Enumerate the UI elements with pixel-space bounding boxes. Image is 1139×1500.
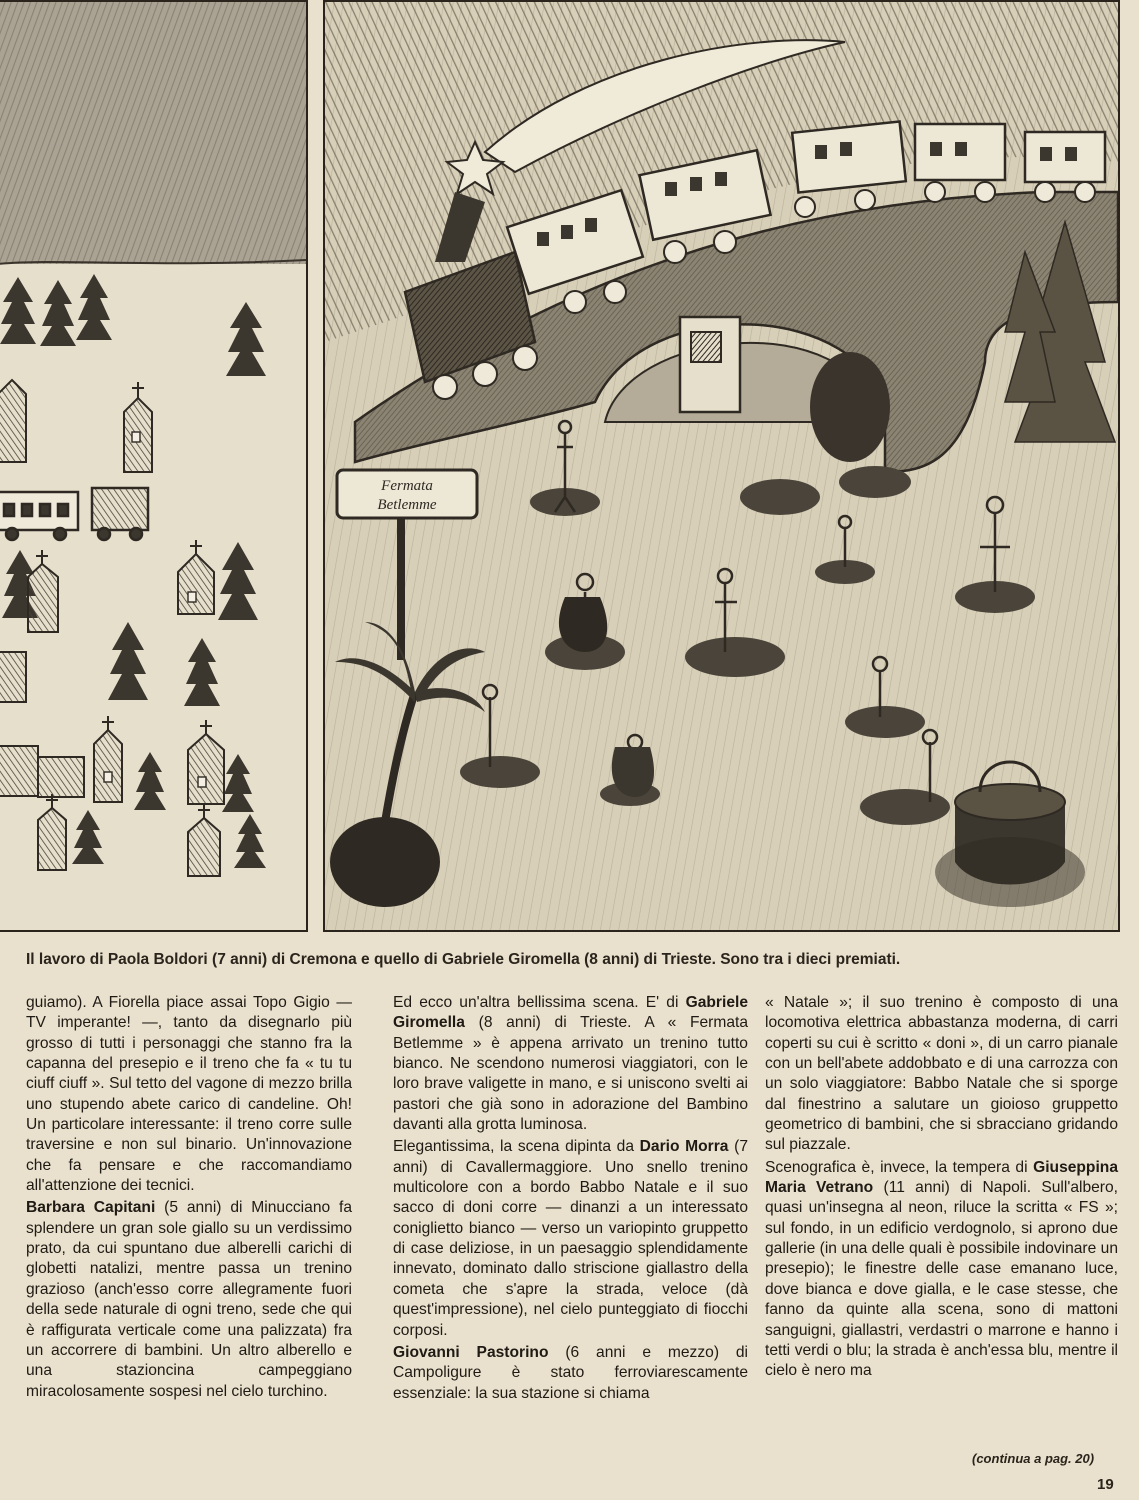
col2-paragraph-3 <box>393 1343 748 1404</box>
col3-p2-text: (11 anni) di Napoli. Sull'albero, quasi un'insegna al neon, riluce la scritta « FS »; sul fondo, in un edificio verdognolo, si aprono due gallerie (in una delle quali è possibile indovinare un presepio); le finestre delle case emanano luce, dove bianca e dove gialla, e le case stesse, che fanno da quinte alla scena, sono di mattoni sanguigni, giallastri, verdastri o marrone e hanno i tetti verdi o blu; la strada è anch'essa blu, mentre il cielo è nero ma <box>765 1179 1118 1380</box>
author-name: Barbara Capitani <box>26 1199 156 1217</box>
text-column-1 <box>26 993 352 1404</box>
page-number: 19 <box>1097 1476 1114 1493</box>
col2-p1-text: (8 anni) di Trieste. A « Fermata Betlemme » è appena arrivato un trenino tutto bianco. Ne scendono numerosi viaggiatori, con le loro brave valigette in mano, e si uniscono svelti ai pastori che già sono in adorazione del Bambino davanti alla grotta luminosa. <box>393 1014 748 1134</box>
col2-paragraph-1 <box>393 993 748 1135</box>
continued-on-page-note: (continua a pag. 20) <box>972 1451 1095 1466</box>
col2-p2-text: (7 anni) di Cavallermaggiore. Uno snello trenino multicolore con a bordo Babbo Natale e il suo sacco di doni corre — dinanzi a un interessato coniglietto bianco — verso un variopinto gruppetto di case deliziose, in un paesaggio splendidamente innevato, dominato dallo striscione giallastro della cometa che s'apre la strada, veloce (dà quest'impressione), nel cielo punteggiato di fiocchi corposi. <box>393 1138 748 1339</box>
col2-paragraph-2 <box>393 1137 748 1340</box>
author-name: Dario Morra <box>639 1138 729 1156</box>
left-drawing-illustration <box>0 2 306 930</box>
right-child-drawing <box>323 0 1120 932</box>
author-name: Giovanni Pastorino <box>393 1343 549 1361</box>
left-child-drawing <box>0 0 308 932</box>
col3-paragraph-1: « Natale »; il suo trenino è composto di una locomotiva elettrica abbastanza moderna, di carri coperti su cui è scritto « doni », di un carro pianale con un bell'abete addobbato e di una carrozza con un solo viaggiatore: Babbo Natale che si sporge dal finestrino a salutare un gioioso gruppetto geometrico di bambini, che si sbracciano gridando sul piazzale. <box>765 994 1118 1154</box>
text-column-2 <box>393 993 748 1406</box>
sign-line-2: Betlemme <box>377 497 437 513</box>
col1-paragraph-2 <box>26 1198 352 1401</box>
col2-p3-text: (6 anni e mezzo) di Campoligure è stato ferroviarescamente essenziale: la sua stazione si chiama <box>393 1343 748 1402</box>
col3-p2-pre: Scenografica è, invece, la tempera di <box>765 1158 1034 1176</box>
sign-line-1: Fermata <box>381 478 433 494</box>
col1-paragraph-1: guiamo). A Fiorella piace assai Topo Gigio — TV imperante! —, tanto da disegnarlo più grosso di tutti i personaggi che stanno fra la capanna del presepio e il treno che fa « tu tu ciuff ciuff ». Sul tetto del vagone di mezzo brilla uno stupendo abete carico di candeline. Oh! Un particolare interessante: il treno corre sulle traversine e non sul binario. Un'innovazione che fa pensare e che raccomandiamo all'attenzione dei tecnici. <box>26 994 352 1195</box>
figure-caption: Il lavoro di Paola Boldori (7 anni) di Cremona e quello di Gabriele Giromella (8 anni) di Trieste. Sono tra i dieci premiati. <box>26 951 901 968</box>
col1-paragraph-2-text: (5 anni) di Minucciano fa splendere un gran sole giallo su un verdissimo prato, da cui spuntano due alberelli carichi di globetti natalizi, mentre passa un trenino grazioso (anch'esso corre allegramente fuori della sede naturale di ogni treno, sede che qui è raffigurata verticale come una palizzata) fra un accorrere di bambini. Un altro alberello e una stazioncina campeggiano miracolosamente sospesi nel cielo turchino. <box>26 1199 352 1400</box>
text-column-3 <box>765 993 1118 1384</box>
author-name: Giuseppina Maria Vetrano <box>765 1158 1118 1197</box>
author-name: Gabriele Giromella <box>393 994 748 1032</box>
col2-p1-pre: Ed ecco un'altra bellissima scena. E' di <box>393 994 686 1011</box>
col3-paragraph-2 <box>765 1158 1118 1382</box>
col2-p2-pre: Elegantissima, la scena dipinta da <box>393 1138 640 1156</box>
right-drawing-illustration <box>325 2 1118 930</box>
